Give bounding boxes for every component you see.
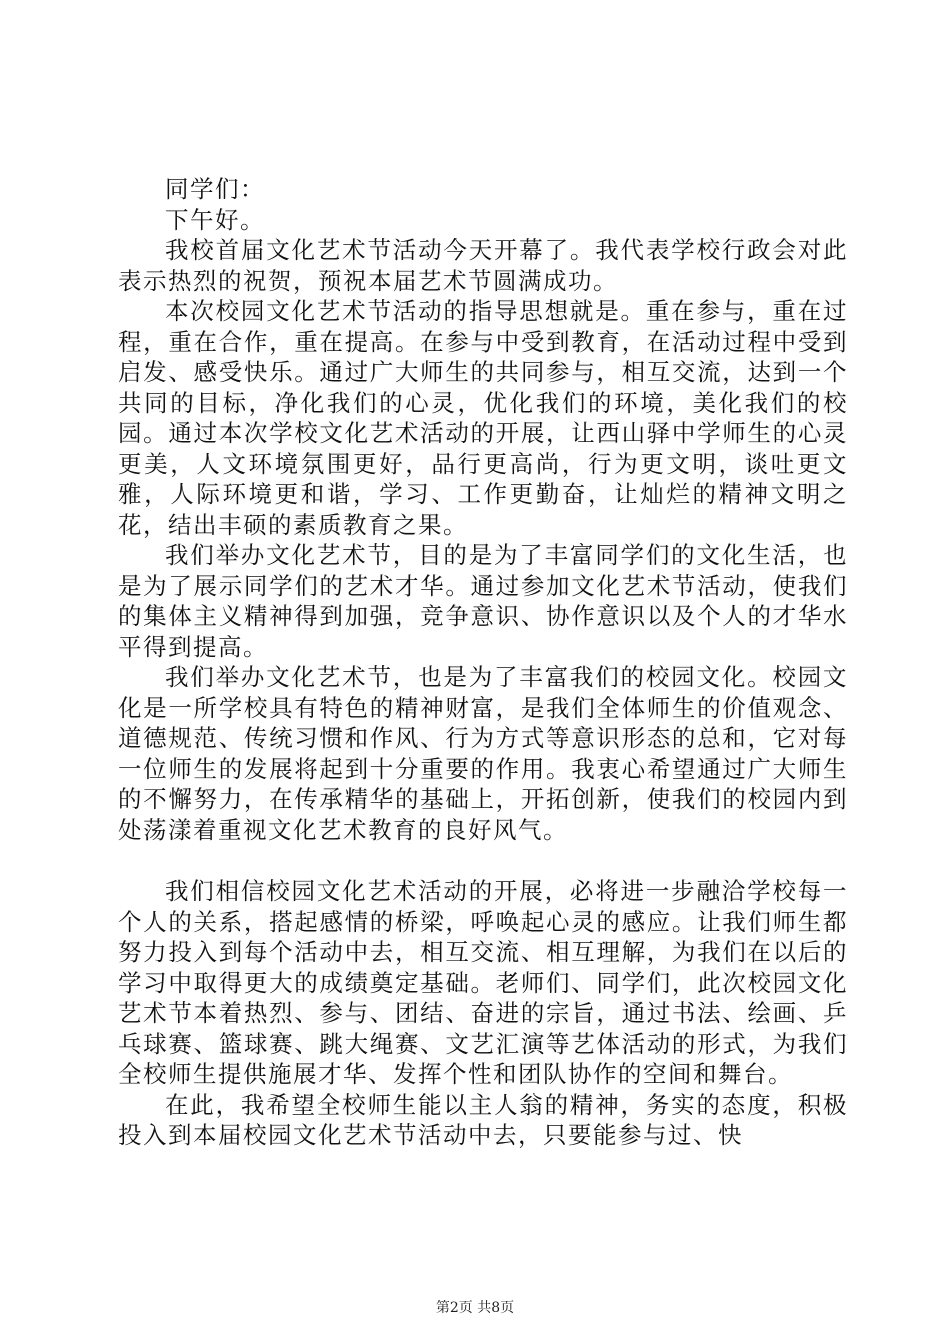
salutation: 同学们： [165, 175, 265, 203]
document-body [118, 174, 848, 1151]
paragraph-purpose: 我们举办文化艺术节，目的是为了丰富同学们的文化生活，也是为了展示同学们的艺术才华。通过参加文化艺术节活动，使我们的集体主义精神得到加强，竞争意识、协作意识以及个人的才华水平得到提高。 [118, 541, 848, 661]
paragraph-guiding-idea: 本次校园文化艺术节活动的指导思想就是。重在参与，重在过程，重在合作，重在提高。在参与中受到教育，在活动过程中受到启发、感受快乐。通过广大师生的共同参与，相互交流，达到一个共同的目标，净化我们的心灵，优化我们的环境，美化我们的校园。通过本次学校文化艺术活动的开展，让西山驿中学师生的心灵更美，人文环境氛围更好，品行更高尚，行为更文明，谈吐更文雅，人际环境更和谐，学习、工作更勤奋，让灿烂的精神文明之花，结出丰硕的素质教育之果。 [118, 297, 848, 539]
paragraph-belief: 我们相信校园文化艺术活动的开展，必将进一步融洽学校每一个人的关系，搭起感情的桥梁，呼唤起心灵的感应。让我们师生都努力投入到每个活动中去，相互交流、相互理解，为我们在以后的学习中取得更大的成绩奠定基础。老师们、同学们，此次校园文化艺术节本着热烈、参与、团结、奋进的宗旨，通过书法、绘画、乒乓球赛、篮球赛、跳大绳赛、文艺汇演等艺体活动的形式，为我们全校师生提供施展才华、发挥个性和团队协作的空间和舞台。 [118, 877, 848, 1088]
greeting: 下午好。 [165, 205, 265, 234]
paragraph-hope: 在此，我希望全校师生能以主人翁的精神，务实的态度，积极投入到本届校园文化艺术节活动中去，只要能参与过、快 [118, 1090, 848, 1149]
paragraph-campus-culture: 我们举办文化艺术节，也是为了丰富我们的校园文化。校园文化是一所学校具有特色的精神财富，是我们全体师生的价值观念、道德规范、传统习惯和作风、行为方式等意识形态的总和，它对每一位师生的发展将起到十分重要的作用。我衷心希望通过广大师生的不懈努力，在传承精华的基础上，开拓创新，使我们的校园内到处荡漾着重视文化艺术教育的良好风气。 [118, 663, 848, 844]
paragraph-opening: 我校首届文化艺术节活动今天开幕了。我代表学校行政会对此表示热烈的祝贺，预祝本届艺术节圆满成功。 [118, 236, 848, 295]
page-number-footer: 第2页 共8页 [435, 1300, 515, 1316]
